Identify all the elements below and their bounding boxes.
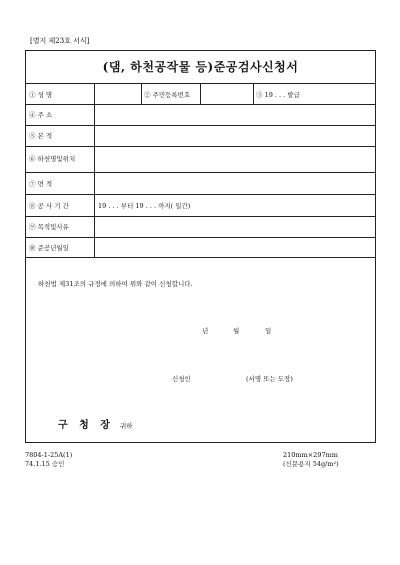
completion-date-field[interactable] (95, 238, 375, 257)
approval-date: 74.1.15 승인 (25, 460, 65, 468)
name-field[interactable] (95, 85, 140, 104)
name-label: ① 성 명 (29, 90, 53, 99)
paper-spec (283, 451, 339, 469)
issue-date-field[interactable]: ③ 19 . . . 발급 (256, 90, 300, 99)
application-statement: 하천법 제31조의 규정에 의하여 위와 같이 신청합니다. (38, 280, 193, 288)
row-divider (25, 257, 376, 258)
completion-date-label: ⑩ 준공년월일 (29, 243, 69, 252)
signature-label[interactable]: (서명 또는 도장) (246, 375, 293, 383)
rrn-field[interactable] (201, 85, 252, 104)
domicile-field[interactable] (95, 126, 375, 146)
paper-type: (신문용지 54g/m²) (283, 460, 339, 468)
rrn-label: ② 주민등록번호 (144, 90, 191, 99)
column-divider (141, 84, 142, 104)
form-code-number: 7804-1-25A(1) (25, 451, 73, 459)
addressee-title: 구 청 장 (58, 420, 114, 431)
purpose-field[interactable] (95, 217, 375, 237)
date-month-label: 월 (233, 327, 240, 335)
area-field[interactable] (95, 173, 375, 194)
column-divider (253, 84, 254, 104)
period-label: ⑧ 공 사 기 간 (29, 201, 69, 210)
form-code (25, 451, 72, 469)
area-label: ⑦ 면 적 (29, 179, 53, 188)
row-divider (25, 194, 376, 195)
address-field[interactable] (95, 105, 375, 125)
addressee-suffix: 귀하 (119, 422, 133, 430)
address-label: ④ 주 소 (29, 111, 53, 119)
period-field[interactable]: 19 . . . 부터 19 . . . 까지( 일간) (98, 201, 191, 210)
river-location-label: ⑥ 하천명및위치 (29, 155, 76, 163)
addressee (58, 416, 133, 431)
date-day-label: 일 (265, 327, 272, 335)
date-year-label: 년 (202, 327, 209, 335)
purpose-label: ⑨ 목적및사유 (29, 223, 69, 231)
domicile-label: ⑤ 본 적 (29, 132, 53, 140)
applicant-label: 신청인 (172, 375, 191, 383)
form-number-label: [별지 제23호 서식] (30, 37, 90, 45)
river-location-field[interactable] (95, 147, 375, 172)
form-title: (댐, 하천공작물 등)준공검사신청서 (25, 50, 376, 84)
paper-size: 210mm×297mm (283, 451, 338, 459)
